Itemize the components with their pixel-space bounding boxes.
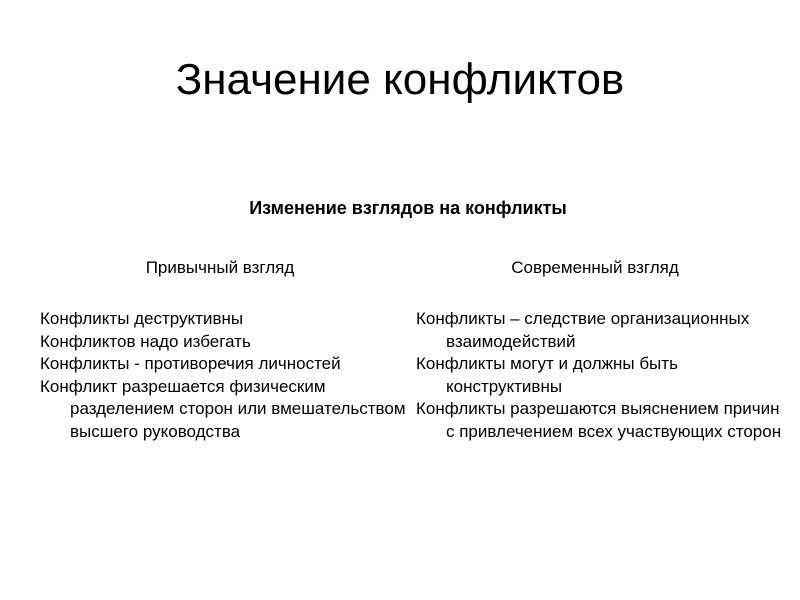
list-item: Конфликтов надо избегать	[40, 331, 251, 351]
traditional-view-heading: Привычный взгляд	[145, 258, 295, 277]
list-item: Конфликты деструктивны	[40, 309, 244, 328]
traditional-view-list	[40, 308, 410, 443]
list-item: Конфликты могут и должны быть конструктивны	[416, 354, 678, 396]
modern-view-list	[416, 308, 786, 443]
slide-title: Значение конфликтов	[175, 55, 625, 104]
traditional-view-column	[40, 256, 410, 443]
comparison-subtitle: Изменение взглядов на конфликты	[249, 198, 567, 218]
list-item: Конфликт разрешается физическим разделением сторон или вмешательством высшего руководства	[40, 376, 406, 441]
list-item: Конфликты - противоречия личностей	[40, 354, 341, 373]
list-item: Конфликты разрешаются выяснением причин с привлечением всех участвующих сторон	[416, 399, 782, 441]
list-item: Конфликты – следствие организационных взаимодействий	[416, 309, 750, 351]
modern-view-heading: Современный взгляд	[511, 258, 679, 277]
modern-view-column	[416, 256, 786, 443]
